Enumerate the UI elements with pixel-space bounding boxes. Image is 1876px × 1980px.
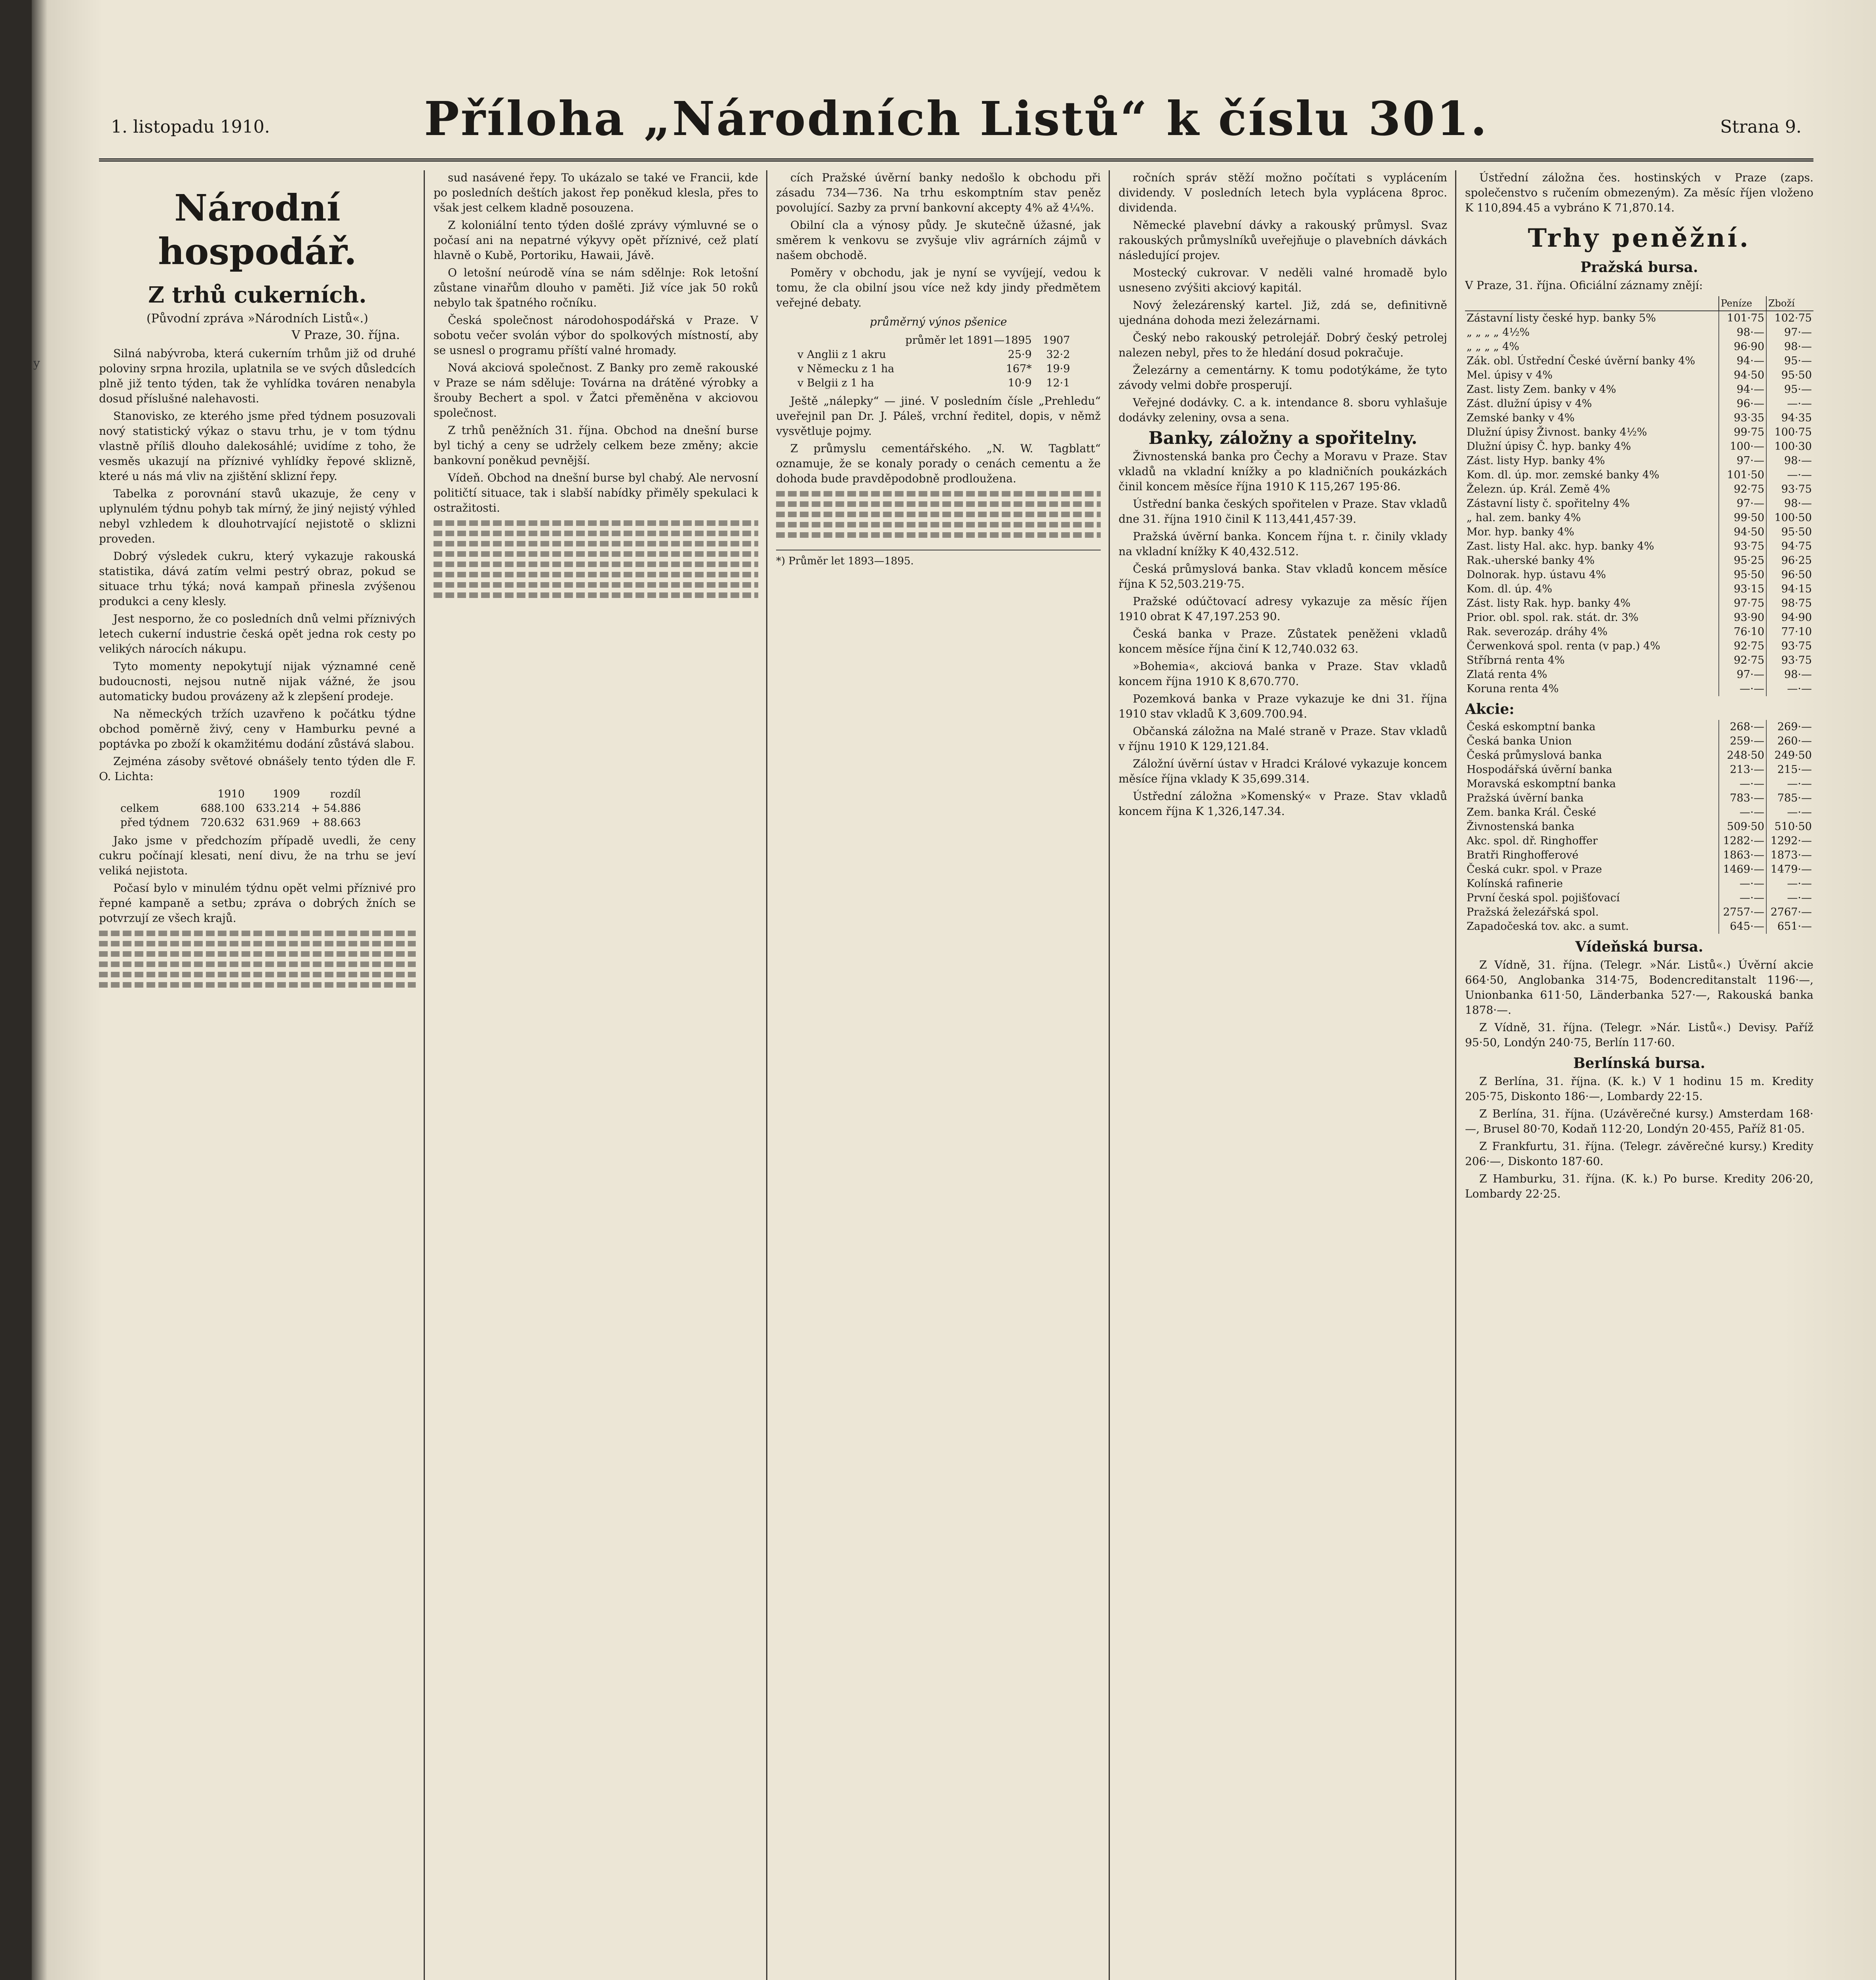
table-row <box>1465 383 1813 397</box>
text-line <box>99 972 416 977</box>
table-row <box>1465 791 1813 805</box>
paragraph: Počasí bylo v minulém týdnu opět velmi příznivé pro řepné kampaně a setbu; zpráva o dobrých žních se potvrzují ze všech krajů. <box>99 881 416 925</box>
table-row <box>1465 777 1813 791</box>
table-cell: 167* <box>1006 363 1032 375</box>
text-line <box>99 931 416 936</box>
security-name: Zást. listy Rak. hyp. banky 4% <box>1467 597 1631 609</box>
security-name: Kolínská rafinerie <box>1467 878 1563 890</box>
security-name: Dolnorak. hyp. ústavu 4% <box>1467 569 1606 581</box>
paragraph: Nová akciová společnost. Z Banky pro země rakouské v Praze se nám sděluje: Továrna na drátěné výrobky a šrouby Bechert a spol. v Žatci přeměněna v akciovou společnost. <box>434 361 758 419</box>
security-name: Zapadočeská tov. akc. a sumt. <box>1467 920 1629 933</box>
price-cell: —·— <box>1766 805 1813 820</box>
paragraph: Poměry v obchodu, jak je nyní se vyvíjejí, vedou k tomu, že cla obilní jsou více než kdy jindy předmětem veřejné debaty. <box>776 266 1101 309</box>
price-cell: 249·50 <box>1766 748 1813 763</box>
price-cell: 248·50 <box>1719 748 1766 763</box>
table-cell: v Anglii z 1 akru <box>797 348 886 361</box>
security-name: Kom. dl. úp. mor. zemské banky 4% <box>1467 469 1659 481</box>
text-line <box>776 522 1101 527</box>
table-header-row <box>1465 296 1813 311</box>
paragraph: Z průmyslu cementářského. „N. W. Tagblatt“ oznamuje, že se konaly porady o cenách cementu a že dohoda bude pravděpodobně prodloužena. <box>776 442 1101 485</box>
table-row <box>1465 720 1813 734</box>
table-row <box>792 376 1075 390</box>
security-name: Kom. dl. úp. 4% <box>1467 583 1553 595</box>
security-name: Česká cukr. spol. v Praze <box>1467 863 1602 876</box>
price-cell: 98·— <box>1766 340 1813 354</box>
paragraph: Železárny a cementárny. K tomu podotýkáme, že tyto závody velmi dobře prosperují. <box>1119 364 1447 392</box>
table-row <box>1465 425 1813 440</box>
price-cell: 645·— <box>1719 920 1766 934</box>
table-header: Peníze <box>1719 296 1766 311</box>
price-cell: 102·75 <box>1766 311 1813 326</box>
security-name: Akc. spol. dř. Ringhoffer <box>1467 835 1598 847</box>
table-row <box>1465 653 1813 668</box>
security-name: Bratři Ringhofferové <box>1467 849 1579 861</box>
table-header: Zboží <box>1766 296 1813 311</box>
paragraph: Vídeň. Obchod na dnešní burse byl chabý. Ale nervosní političtí situace, tak i slabší nabídky přiměly spekulaci k ostražitosti. <box>434 471 758 514</box>
price-cell: 509·50 <box>1719 820 1766 834</box>
security-name: Zák. obl. Ústřední České úvěrní banky 4% <box>1467 355 1695 367</box>
text-line <box>434 531 758 536</box>
price-cell: 94·50 <box>1719 525 1766 539</box>
price-cell: 100·30 <box>1766 440 1813 454</box>
text-line <box>99 951 416 957</box>
bank-report: Česká průmyslová banka. Stav vkladů koncem měsíce října K 52,503.219·75. <box>1119 562 1447 590</box>
price-cell: 97·— <box>1766 326 1813 340</box>
table-header: 1909 <box>273 788 300 800</box>
table-row <box>1465 748 1813 763</box>
text-line <box>776 491 1101 497</box>
security-name: První česká spol. pojišťovací <box>1467 892 1620 904</box>
column-2 <box>434 170 758 1980</box>
table-row <box>1465 454 1813 468</box>
table-row <box>1465 639 1813 653</box>
table-row <box>1465 596 1813 611</box>
paragraph: Na německých tržích uzavřeno k počátku týdne obchod poměrně živý, ceny v Hamburku pevné a poptávka po zboží k okamžitému dodání zůstává slabou. <box>99 707 416 750</box>
column-rule <box>766 170 767 1980</box>
table-row <box>1465 834 1813 848</box>
security-name: Rak. severozáp. dráhy 4% <box>1467 626 1608 638</box>
table-row <box>1465 891 1813 905</box>
security-name: Moravská eskomptní banka <box>1467 778 1616 790</box>
table-row <box>1465 468 1813 482</box>
text-line <box>434 541 758 546</box>
table-row <box>1465 539 1813 554</box>
security-name: Česká eskomptní banka <box>1467 721 1596 733</box>
spine-fragment: y <box>33 356 40 370</box>
price-cell: 77·10 <box>1766 625 1813 639</box>
security-name: Prior. obl. spol. rak. stát. dr. 3% <box>1467 611 1639 624</box>
table-row <box>1465 905 1813 920</box>
price-cell: 100·50 <box>1766 511 1813 525</box>
column-rule <box>1455 170 1456 1980</box>
table-row <box>1465 611 1813 625</box>
table-row <box>1465 820 1813 834</box>
article-columns <box>99 170 1813 1980</box>
security-name: Stříbrná renta 4% <box>1467 654 1565 666</box>
paragraph: Dobrý výsledek cukru, který vykazuje rakouská statistika, dává zatím velmi pestrý obraz, pokud se situace trhu týká; nová kampaň přinesla zvýšenou produkci a ceny klesly. <box>99 550 416 608</box>
price-cell: 76·10 <box>1719 625 1766 639</box>
price-cell: —·— <box>1766 468 1813 482</box>
security-name: Rak.-uherské banky 4% <box>1467 554 1595 567</box>
text-line <box>776 532 1101 538</box>
security-name: Zlatá renta 4% <box>1467 668 1547 681</box>
issue-date: 1. listopadu 1910. <box>111 117 270 137</box>
paragraph: sud nasávené řepy. To ukázalo se také ve Francii, kde po posledních deštích jakost řep poněkud klesla, přes to však jest celkem kladně posouzena. <box>434 171 758 214</box>
price-cell: 260·— <box>1766 734 1813 748</box>
bond-rates-table <box>1465 296 1813 696</box>
price-cell: 98·— <box>1719 326 1766 340</box>
price-cell: 93·75 <box>1766 482 1813 497</box>
wheat-yield-title: průměrný výnos pšenice <box>870 315 1007 328</box>
table-row <box>1465 482 1813 497</box>
berlin-bourse-title: Berlínská bursa. <box>1573 1055 1705 1072</box>
price-cell: 2767·— <box>1766 905 1813 920</box>
table-row <box>1465 877 1813 891</box>
price-cell: —·— <box>1719 877 1766 891</box>
paragraph: Obilní cla a výnosy půdy. Je skutečně úžasné, jak směrem k venkovu se zvyšuje vliv agrárních zájmů v našem obchodě. <box>776 219 1101 262</box>
table-row <box>1465 763 1813 777</box>
price-cell: 510·50 <box>1766 820 1813 834</box>
text-line <box>434 562 758 567</box>
wheat-yield-table <box>792 333 1075 390</box>
bourse-report: Z Hamburku, 31. října. (K. k.) Po burse. Kredity 206·20, Lombardy 22·25. <box>1465 1172 1813 1200</box>
price-cell: 651·— <box>1766 920 1813 934</box>
price-cell: 93·15 <box>1719 582 1766 596</box>
table-row <box>1465 525 1813 539</box>
paragraph: Jako jsme v předchozím případě uvedli, že ceny cukru počínají klesati, není divu, že na trhu se jeví veliká nejistota. <box>99 834 416 877</box>
paragraph: Nový železárenský kartel. Již, zdá se, definitivně ujednána dohoda mezi železárnami. <box>1119 299 1447 327</box>
security-name: Mel. úpisy v 4% <box>1467 369 1553 381</box>
price-cell: —·— <box>1719 777 1766 791</box>
paragraph: Ústřední záložna čes. hostinských v Praze (zaps. společenstvo s ručením obmezeným). Za měsíc říjen vloženo K 110,894.45 a vybráno K 71,870.14. <box>1465 171 1813 214</box>
security-name: „ hal. zem. banky 4% <box>1467 512 1581 524</box>
table-row <box>1465 397 1813 411</box>
price-cell: 1479·— <box>1766 862 1813 877</box>
paragraph: Český nebo rakouský petrolejář. Dobrý český petrolej nalezen nebyl, přes to že hledání dosud pokračuje. <box>1119 331 1447 359</box>
table-row <box>1465 582 1813 596</box>
price-cell: 93·90 <box>1719 611 1766 625</box>
bourse-report: Z Berlína, 31. října. (Uzávěrečné kursy.) Amsterdam 168·—, Brusel 80·70, Kodaň 112·20, Londýn 20·455, Paříž 81·05. <box>1465 1107 1813 1135</box>
supplement-title: Příloha „Národních Listů“ k číslu 301. <box>424 91 1489 146</box>
price-cell: —·— <box>1719 682 1766 696</box>
table-cell: 688.100 <box>200 802 245 815</box>
article-dateline: V Praze, 30. října. <box>291 328 400 342</box>
column-4 <box>1119 170 1447 1980</box>
table-row <box>792 362 1075 376</box>
table-cell: 10·9 <box>1008 377 1032 389</box>
text-line <box>434 572 758 577</box>
table-row <box>1465 340 1813 354</box>
bank-report: Živnostenská banka pro Čechy a Moravu v Praze. Stav vkladů na vkladní knížky a po kladničních poukázkách činil koncem měsíce října 1910 K 115,267 195·86. <box>1119 450 1447 493</box>
table-row <box>792 348 1075 362</box>
price-cell: 785·— <box>1766 791 1813 805</box>
bank-report: »Bohemia«, akciová banka v Praze. Stav vkladů koncem října 1910 K 8,670.770. <box>1119 660 1447 688</box>
table-cell: 25·9 <box>1008 348 1032 361</box>
table-row <box>1465 625 1813 639</box>
price-cell: —·— <box>1719 805 1766 820</box>
table-cell: celkem <box>120 802 159 815</box>
text-line <box>434 582 758 588</box>
price-cell: —·— <box>1719 891 1766 905</box>
column-3 <box>776 170 1101 1980</box>
table-header: rozdíl <box>330 788 361 800</box>
table-cell: 12·1 <box>1046 377 1070 389</box>
bourse-report: Z Frankfurtu, 31. října. (Telegr. závěrečné kursy.) Kredity 206·—, Diskonto 187·60. <box>1465 1140 1813 1168</box>
security-name: Hospodářská úvěrní banka <box>1467 763 1612 776</box>
price-cell: 95·50 <box>1719 568 1766 582</box>
price-cell: 97·— <box>1719 497 1766 511</box>
table-row <box>1465 368 1813 383</box>
paragraph: Tabelka z porovnání stavů ukazuje, že ceny v uplynulém týdnu pohyb tak mírný, že jiný nejistý výhled nebyl vzhledem k dlouhotrvající nejistotě o sklizni proveden. <box>99 487 416 545</box>
price-cell: 1292·— <box>1766 834 1813 848</box>
paragraph: Jest nesporno, že co posledních dnů velmi příznivých letech cukerní industrie česká opět jedna rok cesty po velikých nárocích nákupu. <box>99 612 416 655</box>
table-row <box>1465 668 1813 682</box>
security-name: Zástavní listy č. spořitelny 4% <box>1467 497 1630 510</box>
table-row <box>1465 440 1813 454</box>
price-cell: 92·75 <box>1719 653 1766 668</box>
price-cell: 98·— <box>1766 454 1813 468</box>
security-name: Zast. listy Zem. banky v 4% <box>1467 383 1616 396</box>
text-line <box>99 941 416 946</box>
security-name: Zást. listy Hyp. banky 4% <box>1467 455 1605 467</box>
security-name: Pražská úvěrní banka <box>1467 792 1584 804</box>
table-row <box>115 802 366 816</box>
price-cell: 94·75 <box>1766 539 1813 554</box>
text-line <box>99 982 416 988</box>
bourse-report: Z Berlína, 31. října. (K. k.) V 1 hodinu 15 m. Kredity 205·75, Diskonto 186·—, Lombardy 22·15. <box>1465 1075 1813 1103</box>
article-title: Z trhů cukerních. <box>148 282 367 308</box>
paragraph: Zejména zásoby světové obnášely tento týden dle F. O. Lichta: <box>99 755 416 783</box>
price-cell: 101·50 <box>1719 468 1766 482</box>
bank-report: Pražská úvěrní banka. Koncem října t. r. činily vklady na vkladní knížky K 40,432.512. <box>1119 530 1447 558</box>
bank-report: Ústřední banka českých spořitelen v Praze. Stav vkladů dne 31. října 1910 činil K 113,441,457·39. <box>1119 497 1447 525</box>
section-title: Národní hospodář. <box>158 187 357 273</box>
column-5 <box>1465 170 1813 1980</box>
text-line <box>434 592 758 598</box>
paragraph: Německé plavební dávky a rakouský průmysl. Svaz rakouských průmyslníků uveřejňuje o plavebních dávkách následující projev. <box>1119 219 1447 262</box>
table-row <box>1465 354 1813 368</box>
price-cell: 96·50 <box>1766 568 1813 582</box>
paragraph: Z koloniální tento týden došlé zprávy výmluvné se o počasí ani na nepatrné výkyvy opět příznivé, cež platí hlavně o Kubě, Portoriku, Hawaii, Jávě. <box>434 219 758 262</box>
article-source: (Původní zpráva »Národních Listů«.) <box>146 312 369 326</box>
price-cell: 99·75 <box>1719 425 1766 440</box>
price-cell: 93·35 <box>1719 411 1766 425</box>
price-cell: 215·— <box>1766 763 1813 777</box>
price-cell: 99·50 <box>1719 511 1766 525</box>
paragraph: O letošní neúrodě vína se nám sdělnje: Rok letošní zůstane vinařům dlouho v paměti. Již více jak 50 roků nebylo tak špatného ročníku. <box>434 266 758 309</box>
paragraph: Česká společnost národohospodářská v Praze. V sobotu večer svolán výbor do spolkových místností, aby se usnesl o programu příští valné hromady. <box>434 314 758 357</box>
text-line <box>99 961 416 967</box>
table-row <box>1465 848 1813 862</box>
security-name: „ „ „ „ 4% <box>1467 341 1520 353</box>
bank-report: Ústřední záložna »Komenský« v Praze. Stav vkladů koncem října K 1,326,147.34. <box>1119 790 1447 818</box>
table-row <box>1465 568 1813 582</box>
page-number: Strana 9. <box>1720 117 1802 137</box>
money-market-title: Trhy peněžní. <box>1528 223 1751 253</box>
price-cell: 269·— <box>1766 720 1813 734</box>
price-cell: 96·— <box>1719 397 1766 411</box>
price-cell: 95·— <box>1766 383 1813 397</box>
price-cell: 1469·— <box>1719 862 1766 877</box>
price-cell: 2757·— <box>1719 905 1766 920</box>
price-cell: 95·25 <box>1719 554 1766 568</box>
price-cell: 213·— <box>1719 763 1766 777</box>
price-cell: 98·75 <box>1766 596 1813 611</box>
security-name: Mor. hyp. banky 4% <box>1467 526 1574 538</box>
table-cell: v Belgii z 1 ha <box>797 377 874 389</box>
table-row <box>1465 734 1813 748</box>
paragraph: Z trhů peněžních 31. října. Obchod na dnešní burse byl tichý a ceny se udržely celkem beze změny; akcie bankovní poněkud pevnější. <box>434 424 758 467</box>
table-cell: 720.632 <box>200 817 245 829</box>
price-cell: 98·— <box>1766 668 1813 682</box>
vienna-bourse-title: Vídeňská bursa. <box>1575 939 1703 955</box>
price-cell: 97·— <box>1719 668 1766 682</box>
price-cell: 93·75 <box>1766 639 1813 653</box>
price-cell: —·— <box>1766 397 1813 411</box>
price-cell: 97·75 <box>1719 596 1766 611</box>
price-cell: 94·35 <box>1766 411 1813 425</box>
paragraph: Ještě „nálepky“ — jiné. V posledním čísle „Prehledu“ uveřejnil pan Dr. J. Páleš, vrchní ředitel, dopis, v němž vysvětluje pojmy. <box>776 394 1101 438</box>
paragraph: Stanovisko, ze kterého jsme před týdnem posuzovali nový statistický výkaz o stavu trhu, je v tom týdnu vlastně příliš dlouho dalekosáhlé; uvidíme z toho, že vesměs ukazují na příznivé vyhlídky řepové sklizně, které u nás má vliv na zjištění sklizní řepy. <box>99 409 416 483</box>
security-name: Živnostenská banka <box>1467 821 1575 833</box>
price-cell: 268·— <box>1719 720 1766 734</box>
table-row <box>1465 805 1813 820</box>
price-cell: 100·75 <box>1766 425 1813 440</box>
security-name: Zem. banka Král. České <box>1467 806 1596 819</box>
table-row <box>1465 554 1813 568</box>
price-cell: 96·25 <box>1766 554 1813 568</box>
price-cell: 94·50 <box>1719 368 1766 383</box>
bank-report: Záložní úvěrní ústav v Hradci Králové vykazuje koncem měsíce října vklady K 35,699.314. <box>1119 757 1447 785</box>
paragraph: Tyto momenty nepokytují nijak významné ceně budoucnosti, nejsou nutně nijak vážné, že jsou automaticky budou provázeny až k zlepšení prodeje. <box>99 660 416 703</box>
table-cell: 19·9 <box>1046 363 1070 375</box>
security-name: Česká průmyslová banka <box>1467 749 1602 762</box>
table-row <box>115 816 366 830</box>
paragraph: ročních správ stěží možno počítati s vyplácením dividendy. V posledních letech byla vyplácena 8proc. dividenda. <box>1119 171 1447 214</box>
price-cell: 1282·— <box>1719 834 1766 848</box>
security-name: Železn. úp. Král. Země 4% <box>1467 483 1610 495</box>
scan-binding-edge <box>0 0 32 1980</box>
masthead <box>99 79 1813 162</box>
table-row <box>1465 326 1813 340</box>
prague-bourse-title: Pražská bursa. <box>1580 259 1698 276</box>
price-cell: —·— <box>1766 877 1813 891</box>
text-line <box>776 501 1101 507</box>
shares-heading: Akcie: <box>1465 701 1514 718</box>
price-cell: 97·— <box>1719 454 1766 468</box>
table-cell: před týdnem <box>120 817 190 829</box>
price-cell: 101·75 <box>1719 311 1766 326</box>
table-row <box>1465 920 1813 934</box>
sugar-stock-table <box>115 787 366 830</box>
price-cell: 93·75 <box>1719 539 1766 554</box>
price-cell: 1873·— <box>1766 848 1813 862</box>
table-row <box>1465 862 1813 877</box>
price-cell: 1863·— <box>1719 848 1766 862</box>
price-cell: 100·— <box>1719 440 1766 454</box>
price-cell: 93·75 <box>1766 653 1813 668</box>
bank-report: Občanská záložna na Malé straně v Praze. Stav vkladů v říjnu 1910 K 129,121.84. <box>1119 725 1447 753</box>
security-name: Čerwenková spol. renta (v pap.) 4% <box>1467 640 1661 652</box>
price-cell: 95·50 <box>1766 368 1813 383</box>
bank-report: Česká banka v Praze. Zůstatek peněženi vkladů koncem měsíce října činí K 12,740.032 63. <box>1119 627 1447 655</box>
table-header: 1907 <box>1043 334 1070 346</box>
table-header-row <box>115 787 366 802</box>
shares-table <box>1465 720 1813 934</box>
table-cell: v Německu z 1 ha <box>797 363 894 375</box>
price-cell: 96·90 <box>1719 340 1766 354</box>
table-header: 1910 <box>217 788 245 800</box>
table-cell: 631.969 <box>256 817 300 829</box>
banks-heading: Banky, záložny a spořitelny. <box>1148 428 1417 448</box>
price-cell: 783·— <box>1719 791 1766 805</box>
bank-report: Pozemková banka v Praze vykazuje ke dni 31. října 1910 stav vkladů K 3,609.700.94. <box>1119 692 1447 720</box>
price-cell: 94·90 <box>1766 611 1813 625</box>
price-cell: 95·50 <box>1766 525 1813 539</box>
price-cell: 259·— <box>1719 734 1766 748</box>
security-name: Dlužní úpisy Č. hyp. banky 4% <box>1467 440 1631 453</box>
footnote: *) Průměr let 1893—1895. <box>776 550 1101 569</box>
security-name: Zemské banky v 4% <box>1467 412 1575 424</box>
price-cell: —·— <box>1766 777 1813 791</box>
price-cell: 92·75 <box>1719 639 1766 653</box>
text-line <box>434 520 758 526</box>
paragraph: Mostecký cukrovar. V neděli valné hromadě bylo usneseno zvýšiti akciový kapitál. <box>1119 266 1447 294</box>
price-cell: 94·15 <box>1766 582 1813 596</box>
bourse-report: Z Vídně, 31. října. (Telegr. »Nár. Listů«.) Úvěrní akcie 664·50, Anglobanka 314·75, Bodencreditanstalt 1196·—, Unionbanka 611·50, Länderbanka 527·—, Rakouská banka 1878·—. <box>1465 958 1813 1017</box>
price-cell: —·— <box>1766 682 1813 696</box>
paragraph: cích Pražské úvěrní banky nedošlo k obchodu při zásadu 734—736. Na trhu eskomptním stav peněz povolující. Sazby za první bankovní akcepty 4% až 4¼%. <box>776 171 1101 214</box>
text-line <box>434 551 758 557</box>
table-cell: + 88.663 <box>311 817 361 829</box>
price-cell: 95·— <box>1766 354 1813 368</box>
table-row <box>1465 311 1813 326</box>
price-cell: 94·— <box>1719 354 1766 368</box>
security-name: Koruna renta 4% <box>1467 683 1559 695</box>
table-cell: 32·2 <box>1046 348 1070 361</box>
security-name: „ „ „ „ 4½% <box>1467 326 1530 339</box>
security-name: Česká banka Union <box>1467 735 1572 747</box>
paragraph: Silná nabývroba, která cukerním trhům již od druhé poloviny srpna hrozila, uplatnila se ve svých důsledcích plně již tento týden, tak že vyhlídka továren nenabyla dosud příslušné nalehavosti. <box>99 347 416 405</box>
security-name: Pražská železářská spol. <box>1467 906 1599 918</box>
table-row <box>1465 511 1813 525</box>
price-cell: 98·— <box>1766 497 1813 511</box>
security-name: Zast. listy Hal. akc. hyp. banky 4% <box>1467 540 1654 552</box>
price-cell: 94·— <box>1719 383 1766 397</box>
prague-bourse-intro: V Praze, 31. října. Oficiální záznamy znějí: <box>1465 279 1703 292</box>
column-rule <box>424 170 425 1980</box>
security-name: Dlužní úpisy Živnost. banky 4½% <box>1467 426 1647 438</box>
table-row <box>1465 497 1813 511</box>
table-header-row <box>792 333 1075 348</box>
table-cell: 633.214 <box>256 802 300 815</box>
text-line <box>776 512 1101 517</box>
bourse-report: Z Vídně, 31. října. (Telegr. »Nár. Listů«.) Devisy. Paříž 95·50, Londýn 240·75, Berlín 117·60. <box>1465 1021 1813 1049</box>
table-row <box>1465 411 1813 425</box>
table-cell: + 54.886 <box>311 802 361 815</box>
column-1 <box>99 170 416 1980</box>
table-row <box>1465 682 1813 696</box>
price-cell: 92·75 <box>1719 482 1766 497</box>
bank-report: Pražské odúčtovací adresy vykazuje za měsíc říjen 1910 obrat K 47,197.253 90. <box>1119 595 1447 623</box>
paragraph: Veřejné dodávky. C. a k. intendance 8. sboru vyhlašuje dodávky zeleniny, ovsa a sena. <box>1119 396 1447 424</box>
column-rule <box>1109 170 1110 1980</box>
table-header: průměr let 1891—1895 <box>905 334 1032 346</box>
security-name: Zást. dlužní úpisy v 4% <box>1467 398 1592 410</box>
security-name: Zástavní listy české hyp. banky 5% <box>1467 312 1656 324</box>
price-cell: —·— <box>1766 891 1813 905</box>
